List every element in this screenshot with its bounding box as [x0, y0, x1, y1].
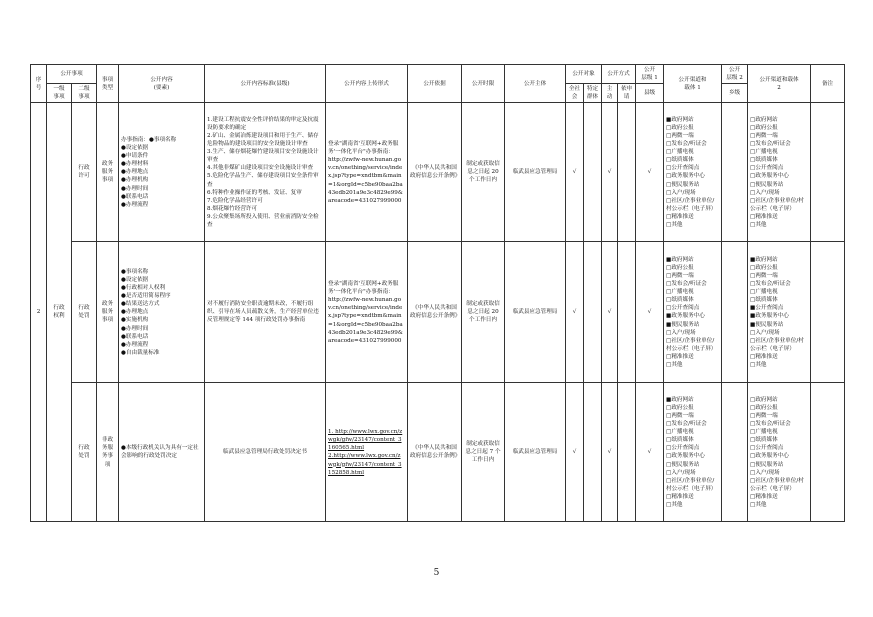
header-channel1: 公开渠道和 载体 1 [664, 65, 722, 103]
header-content: 公开内容 (要素) [119, 65, 205, 103]
row-content: ●事项名称 ●设定依据 ●行政相对人权利 ●是否适用简易程序 ●结果送达方式 ●办理地点 ●实施机构 ●办理时间 ●联系电话 ●办理流程 ●自由裁量标准 [119, 242, 205, 383]
row-county-check: √ [636, 103, 664, 242]
row-township-check [722, 103, 748, 242]
header-tier1: 公开 层级 1 [636, 65, 664, 84]
row-type: 政务 服务 事项 [97, 242, 119, 383]
row-legal: 《中华人民共和国政府信息公开条例》 [408, 103, 462, 242]
row-remark [811, 383, 845, 522]
row-basis: 1.建设工程抗震安全性评价结果的审定及抗震设防要求的确定 2.矿山、金属冶炼建设项目和用于生产、储存危险物品的建设项目的安全设施设计审查 3.生产、储存烟花爆竹建设项目安全设施设计审查 4.其他非煤矿山建设项目安全设施设计审查 5.危险化学品生产、储存建设项目安全条件审查 6.特种作业操作证的考核、发证、复审 7.危险化学品经营许可 8.烟花爆竹经营许可 9.公众聚集场所投入使用、营业前消防安全检查 [205, 103, 326, 242]
row-basis: 临武县应急管理局行政处罚决定书 [205, 383, 326, 522]
table-row [31, 242, 845, 383]
header-seq: 序 号 [31, 65, 47, 103]
header-subject: 公开主体 [505, 65, 566, 103]
row-specific-check [584, 103, 602, 242]
row-active-check: √ [602, 103, 618, 242]
header-level2: 二级 事项 [72, 84, 97, 103]
row-county-check: √ [636, 383, 664, 522]
row-upload: 登录"湖南省'互联网+政务服务'一体化平台"办事指南： http://zwfw-new.hunan.gov.cn/onething/service/index.jsp?type=xndtbm&main=1&orgId=c5be90baa2ba43edb201a9e3c4829e99&areacode=431027999000 [326, 242, 408, 383]
row-active-check: √ [602, 383, 618, 522]
row-upload: 登录"湖南省'互联网+政务服务'一体化平台"办事指南： http://zwfw-new.hunan.gov.cn/onething/service/index.jsp?type=xndtbm&main=1&orgId=c5be90baa2ba43edb201a9e3c4829e99&areacode=431027999000 [326, 103, 408, 242]
row-basis: 对不履行消防安全职责逾期未改，不履行组织、引导在场人员疏散义务，生产经营单位违反管理规定等 144 项行政处罚办事指南 [205, 242, 326, 383]
row-society-check: √ [566, 103, 584, 242]
header-type: 事项 类型 [97, 65, 119, 103]
header-active: 主 动 [602, 84, 618, 103]
header-township: 乡级 [722, 84, 748, 103]
row-legal: 《中华人民共和国政府信息公开条例》 [408, 383, 462, 522]
row-remark [811, 242, 845, 383]
row-upload-links [326, 383, 408, 522]
header-specific: 特定 群体 [584, 84, 602, 103]
page-number: 5 [433, 568, 440, 578]
row-timing: 制定或获取信息之日起 20 个工作日内 [462, 103, 505, 242]
row-apply-check [618, 242, 636, 383]
row-society-check: √ [566, 242, 584, 383]
header-basis-level: 公开内容标准(县级) [205, 65, 326, 103]
row-timing: 制定或获取信息之日起 20 个工作日内 [462, 242, 505, 383]
header-level1: 一级 事项 [47, 84, 72, 103]
row-content: 办事指南：●事项名称 ●设定依据 ●申请条件 ●办理材料 ●办理地点 ●办理机构 ●办理时间 ●联系电话 ●办理流程 [119, 103, 205, 242]
row-legal: 《中华人民共和国政府信息公开条例》 [408, 242, 462, 383]
header-target-group: 公开对象 [566, 65, 602, 84]
row-timing: 制定或获取信息之日起 7 个工作日内 [462, 383, 505, 522]
row-apply-check [618, 383, 636, 522]
header-upload-form: 公开内容上传形式 [326, 65, 408, 103]
header-society: 全社 会 [566, 84, 584, 103]
upload-link-2[interactable]: 2.http://www.lwx.gov.cn/zwgk/gfw/23147/content_3152858.html [328, 453, 402, 476]
row-subject: 临武县应急管理局 [505, 383, 566, 522]
row-level2: 行政 处罚 [72, 242, 97, 383]
row-channel2-list: □政府网站 □政府公报 □两微一端 □发布会/听证会 □广播电视 □纸质媒体 □公开查阅点 □政务服务中心 □便民服务站 □入户/现场 □社区/企事业单位/村公示栏（电子屏） □精准推送 □其他 [748, 103, 811, 242]
row-apply-check [618, 103, 636, 242]
row-channel1-list: ■政府网站 □政府公报 □两微一端 □发布会/听证会 □广播电视 □纸质媒体 □公开查阅点 □政务服务中心 □便民服务站 □入户/现场 □社区/企事业单位/村公示栏（电子屏） □精准推送 □其他 [664, 383, 722, 522]
disclosure-table [30, 64, 845, 522]
header-channel2: 公开渠道和载体 2 [748, 65, 811, 103]
header-remark: 备注 [811, 65, 845, 103]
table-row [31, 103, 845, 242]
row-township-check [722, 383, 748, 522]
table-row [31, 383, 845, 522]
row-subject: 临武县应急管理局 [505, 103, 566, 242]
group-seq: 2 [31, 103, 47, 522]
row-channel1-list: ■政府网站 □政府公报 □两微一端 □发布会/听证会 □广播电视 □纸质媒体 □公开查阅点 □政务服务中心 □便民服务站 □入户/现场 □社区/企事业单位/村公示栏（电子屏） □精准推送 □其他 [664, 103, 722, 242]
row-type: 非政 务服 务事 项 [97, 383, 119, 522]
header-tier2: 公开 层级 2 [722, 65, 748, 84]
row-channel1-list: ■政府网站 □政府公报 □两微一端 □发布会/听证会 □广播电视 □纸质媒体 □公开查阅点 ■政务服务中心 ■便民服务站 □入户/现场 □社区/企事业单位/村公示栏（电子屏） □精准推送 □其他 [664, 242, 722, 383]
row-level2: 行政 处罚 [72, 383, 97, 522]
header-item-group: 公开事项 [47, 65, 97, 84]
group-level1: 行政 权利 [47, 103, 72, 522]
row-county-check: √ [636, 242, 664, 383]
header-legal: 公开依据 [408, 65, 462, 103]
header-timing: 公开时限 [462, 65, 505, 103]
row-society-check: √ [566, 383, 584, 522]
row-specific-check [584, 383, 602, 522]
row-specific-check [584, 242, 602, 383]
row-level2: 行政 许可 [72, 103, 97, 242]
header-county: 县级 [636, 84, 664, 103]
row-township-check [722, 242, 748, 383]
header-apply: 依申 请 [618, 84, 636, 103]
row-content: ●本级行政机关认为具有一定社会影响的行政处罚决定 [119, 383, 205, 522]
row-remark [811, 103, 845, 242]
row-channel2-list: □政府网站 □政府公报 □两微一端 □发布会/听证会 □广播电视 □纸质媒体 □公开查阅点 □政务服务中心 □便民服务站 □入户/现场 □社区/企事业单位/村公示栏（电子屏） □精准推送 □其他 [748, 383, 811, 522]
row-active-check: √ [602, 242, 618, 383]
header-method-group: 公开方式 [602, 65, 636, 84]
row-channel2-list: ■政府网站 □政府公报 □两微一端 □发布会/听证会 □广播电视 □纸质媒体 ■公开查阅点 ■政务服务中心 ■便民服务站 □入户/现场 □社区/企事业单位/村公示栏（电子屏） □精准推送 □其他 [748, 242, 811, 383]
upload-link-1[interactable]: 1. http://www.lwx.gov.cn/zwgk/gfw/23147/content_3160565.html [328, 429, 403, 452]
row-type: 政务 服务 事项 [97, 103, 119, 242]
row-subject: 临武县应急管理局 [505, 242, 566, 383]
